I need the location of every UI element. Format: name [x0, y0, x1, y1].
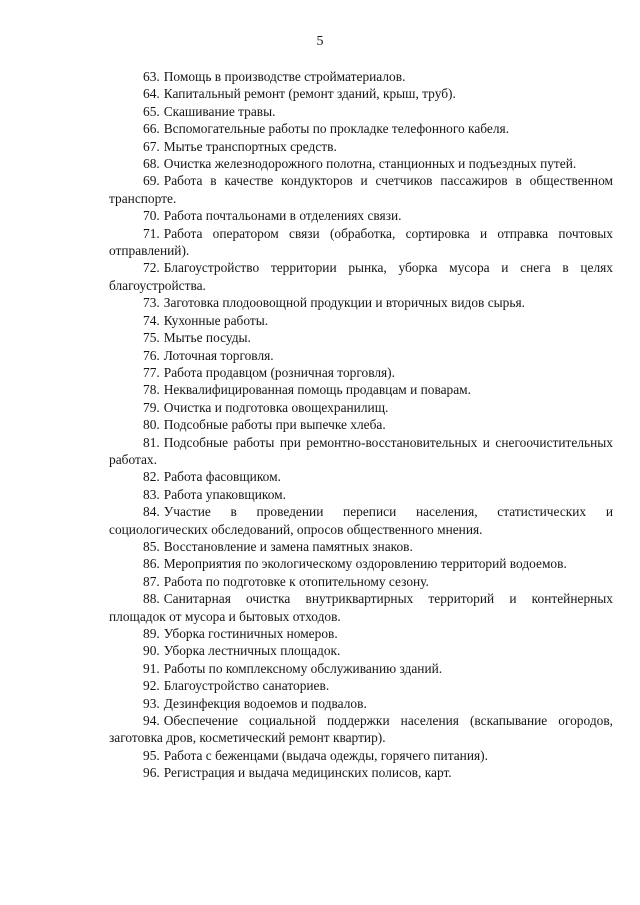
list-item	[109, 573, 613, 590]
list-item-number: 90.	[143, 643, 160, 659]
list-item-text: Капитальный ремонт (ремонт зданий, крыш, труб).	[163, 86, 456, 102]
list-item-text: Подсобные работы при ремонтно-восстановительных и снегоочистительных работах.	[109, 434, 613, 467]
list-item-text: Санитарная очистка внутриквартирных территорий и контейнерных площадок от мусора и бытовых отходов.	[109, 591, 613, 624]
list-item-number: 93.	[143, 695, 160, 711]
list-item-number: 70.	[143, 208, 160, 224]
list-item	[109, 399, 613, 416]
list-item	[109, 225, 613, 260]
list-item-number: 73.	[143, 295, 160, 311]
list-item-text: Работа фасовщиком.	[163, 469, 281, 485]
list-item-text: Уборка гостиничных номеров.	[163, 626, 338, 641]
list-item-number: 87.	[143, 573, 160, 589]
list-item	[109, 381, 613, 398]
list-item	[109, 416, 613, 433]
list-item	[109, 364, 613, 381]
list-item-number: 75.	[143, 330, 160, 346]
list-item-number: 79.	[143, 399, 160, 415]
list-item	[109, 625, 613, 642]
list-item	[109, 538, 613, 555]
list-item	[109, 747, 613, 764]
list-item-number: 68.	[143, 156, 160, 172]
list-item-text: Заготовка плодоовощной продукции и вторичных видов сырья.	[163, 295, 525, 311]
list-item-text: Кухонные работы.	[163, 312, 269, 328]
list-item-number: 71.	[143, 225, 160, 241]
list-item-number: 80.	[143, 417, 160, 433]
list-item	[109, 555, 613, 572]
list-item	[109, 695, 613, 712]
list-item-text: Восстановление и замена памятных знаков.	[163, 538, 413, 554]
list-item	[109, 712, 613, 747]
list-item-text: Скашивание травы.	[163, 103, 276, 119]
list-item-number: 82.	[143, 469, 160, 485]
list-item-text: Очистка и подготовка овощехранилищ.	[163, 399, 389, 415]
list-item-number: 64.	[143, 86, 160, 102]
list-item-text: Подсобные работы при выпечке хлеба.	[163, 417, 386, 433]
list-item-number: 63.	[143, 69, 160, 84]
list-item	[109, 347, 613, 364]
list-item	[109, 85, 613, 102]
list-item-text: Очистка железнодорожного полотна, станционных и подъездных путей.	[163, 156, 577, 172]
list-item-number: 89.	[143, 626, 160, 641]
list-item	[109, 677, 613, 694]
list-item-number: 85.	[143, 538, 160, 554]
list-item	[109, 764, 613, 781]
list-item-number: 92.	[143, 678, 160, 694]
list-item-text: Работа почтальонами в отделениях связи.	[163, 208, 402, 224]
list-item-number: 81.	[143, 434, 160, 450]
list-item-number: 96.	[143, 765, 160, 781]
list-item-text: Мероприятия по экологическому оздоровлению территорий водоемов.	[163, 556, 567, 572]
numbered-list	[109, 68, 613, 782]
list-item-number: 77.	[143, 364, 160, 380]
list-item-text: Работа продавцом (розничная торговля).	[163, 364, 395, 380]
list-item	[109, 172, 613, 207]
list-item	[109, 660, 613, 677]
list-item-text: Работа упаковщиком.	[163, 486, 286, 502]
list-item-number: 67.	[143, 138, 160, 154]
list-item-text: Регистрация и выдача медицинских полисов, карт.	[163, 765, 452, 781]
list-item-text: Работа по подготовке к отопительному сезону.	[163, 573, 429, 589]
list-item-text: Благоустройство санаториев.	[163, 678, 330, 694]
list-item-text: Работы по комплексному обслуживанию зданий.	[163, 660, 443, 676]
list-item-text: Неквалифицированная помощь продавцам и поварам.	[163, 382, 472, 398]
list-item-text: Дезинфекция водоемов и подвалов.	[163, 695, 367, 711]
list-item-number: 78.	[143, 382, 160, 398]
list-item	[109, 329, 613, 346]
list-item-number: 74.	[143, 312, 160, 328]
list-item-number: 95.	[143, 747, 160, 763]
list-item	[109, 120, 613, 137]
list-item	[109, 138, 613, 155]
list-item-text: Благоустройство территории рынка, уборка мусора и снега в целях благоустройства.	[109, 260, 613, 293]
list-item	[109, 294, 613, 311]
list-item-number: 86.	[143, 556, 160, 572]
list-item	[109, 503, 613, 538]
list-item	[109, 486, 613, 503]
list-item-number: 88.	[143, 591, 160, 607]
list-item-number: 66.	[143, 121, 160, 137]
list-item-text: Работа с беженцами (выдача одежды, горячего питания).	[163, 747, 488, 763]
list-item	[109, 312, 613, 329]
list-item	[109, 155, 613, 172]
list-item-number: 94.	[143, 713, 160, 729]
list-item	[109, 259, 613, 294]
list-item-text: Работа оператором связи (обработка, сортировка и отправка почтовых отправлений).	[109, 225, 613, 259]
list-item-text: Вспомогательные работы по прокладке телефонного кабеля.	[163, 121, 510, 137]
list-item-number: 72.	[143, 260, 160, 276]
list-item-number: 84.	[143, 504, 160, 520]
list-item	[109, 68, 613, 85]
list-item-number: 83.	[143, 486, 160, 502]
list-item	[109, 103, 613, 120]
list-item	[109, 590, 613, 625]
list-item-text: Мытье транспортных средств.	[163, 138, 337, 154]
list-item	[109, 468, 613, 485]
list-item-number: 65.	[143, 103, 160, 119]
list-item-text: Обеспечение социальной поддержки населения (вскапывание огородов, заготовка дров, косметический ремонт квартир).	[109, 713, 613, 746]
list-item-number: 76.	[143, 347, 160, 363]
list-item-text: Мытье посуды.	[163, 330, 251, 346]
list-item-text: Лоточная торговля.	[163, 347, 274, 363]
list-item-text: Работа в качестве кондукторов и счетчиков пассажиров в общественном транспорте.	[109, 173, 613, 206]
list-item	[109, 434, 613, 469]
list-item-text: Участие в проведении переписи населения, статистических и социологических обследований, опросов общественного мнения.	[109, 504, 613, 537]
list-item	[109, 207, 613, 224]
list-item-number: 69.	[143, 173, 160, 189]
list-item-number: 91.	[143, 660, 160, 676]
list-item-text: Уборка лестничных площадок.	[163, 643, 341, 659]
list-item	[109, 642, 613, 659]
list-item-text: Помощь в производстве стройматериалов.	[163, 69, 406, 84]
page-number: 5	[316, 34, 324, 49]
